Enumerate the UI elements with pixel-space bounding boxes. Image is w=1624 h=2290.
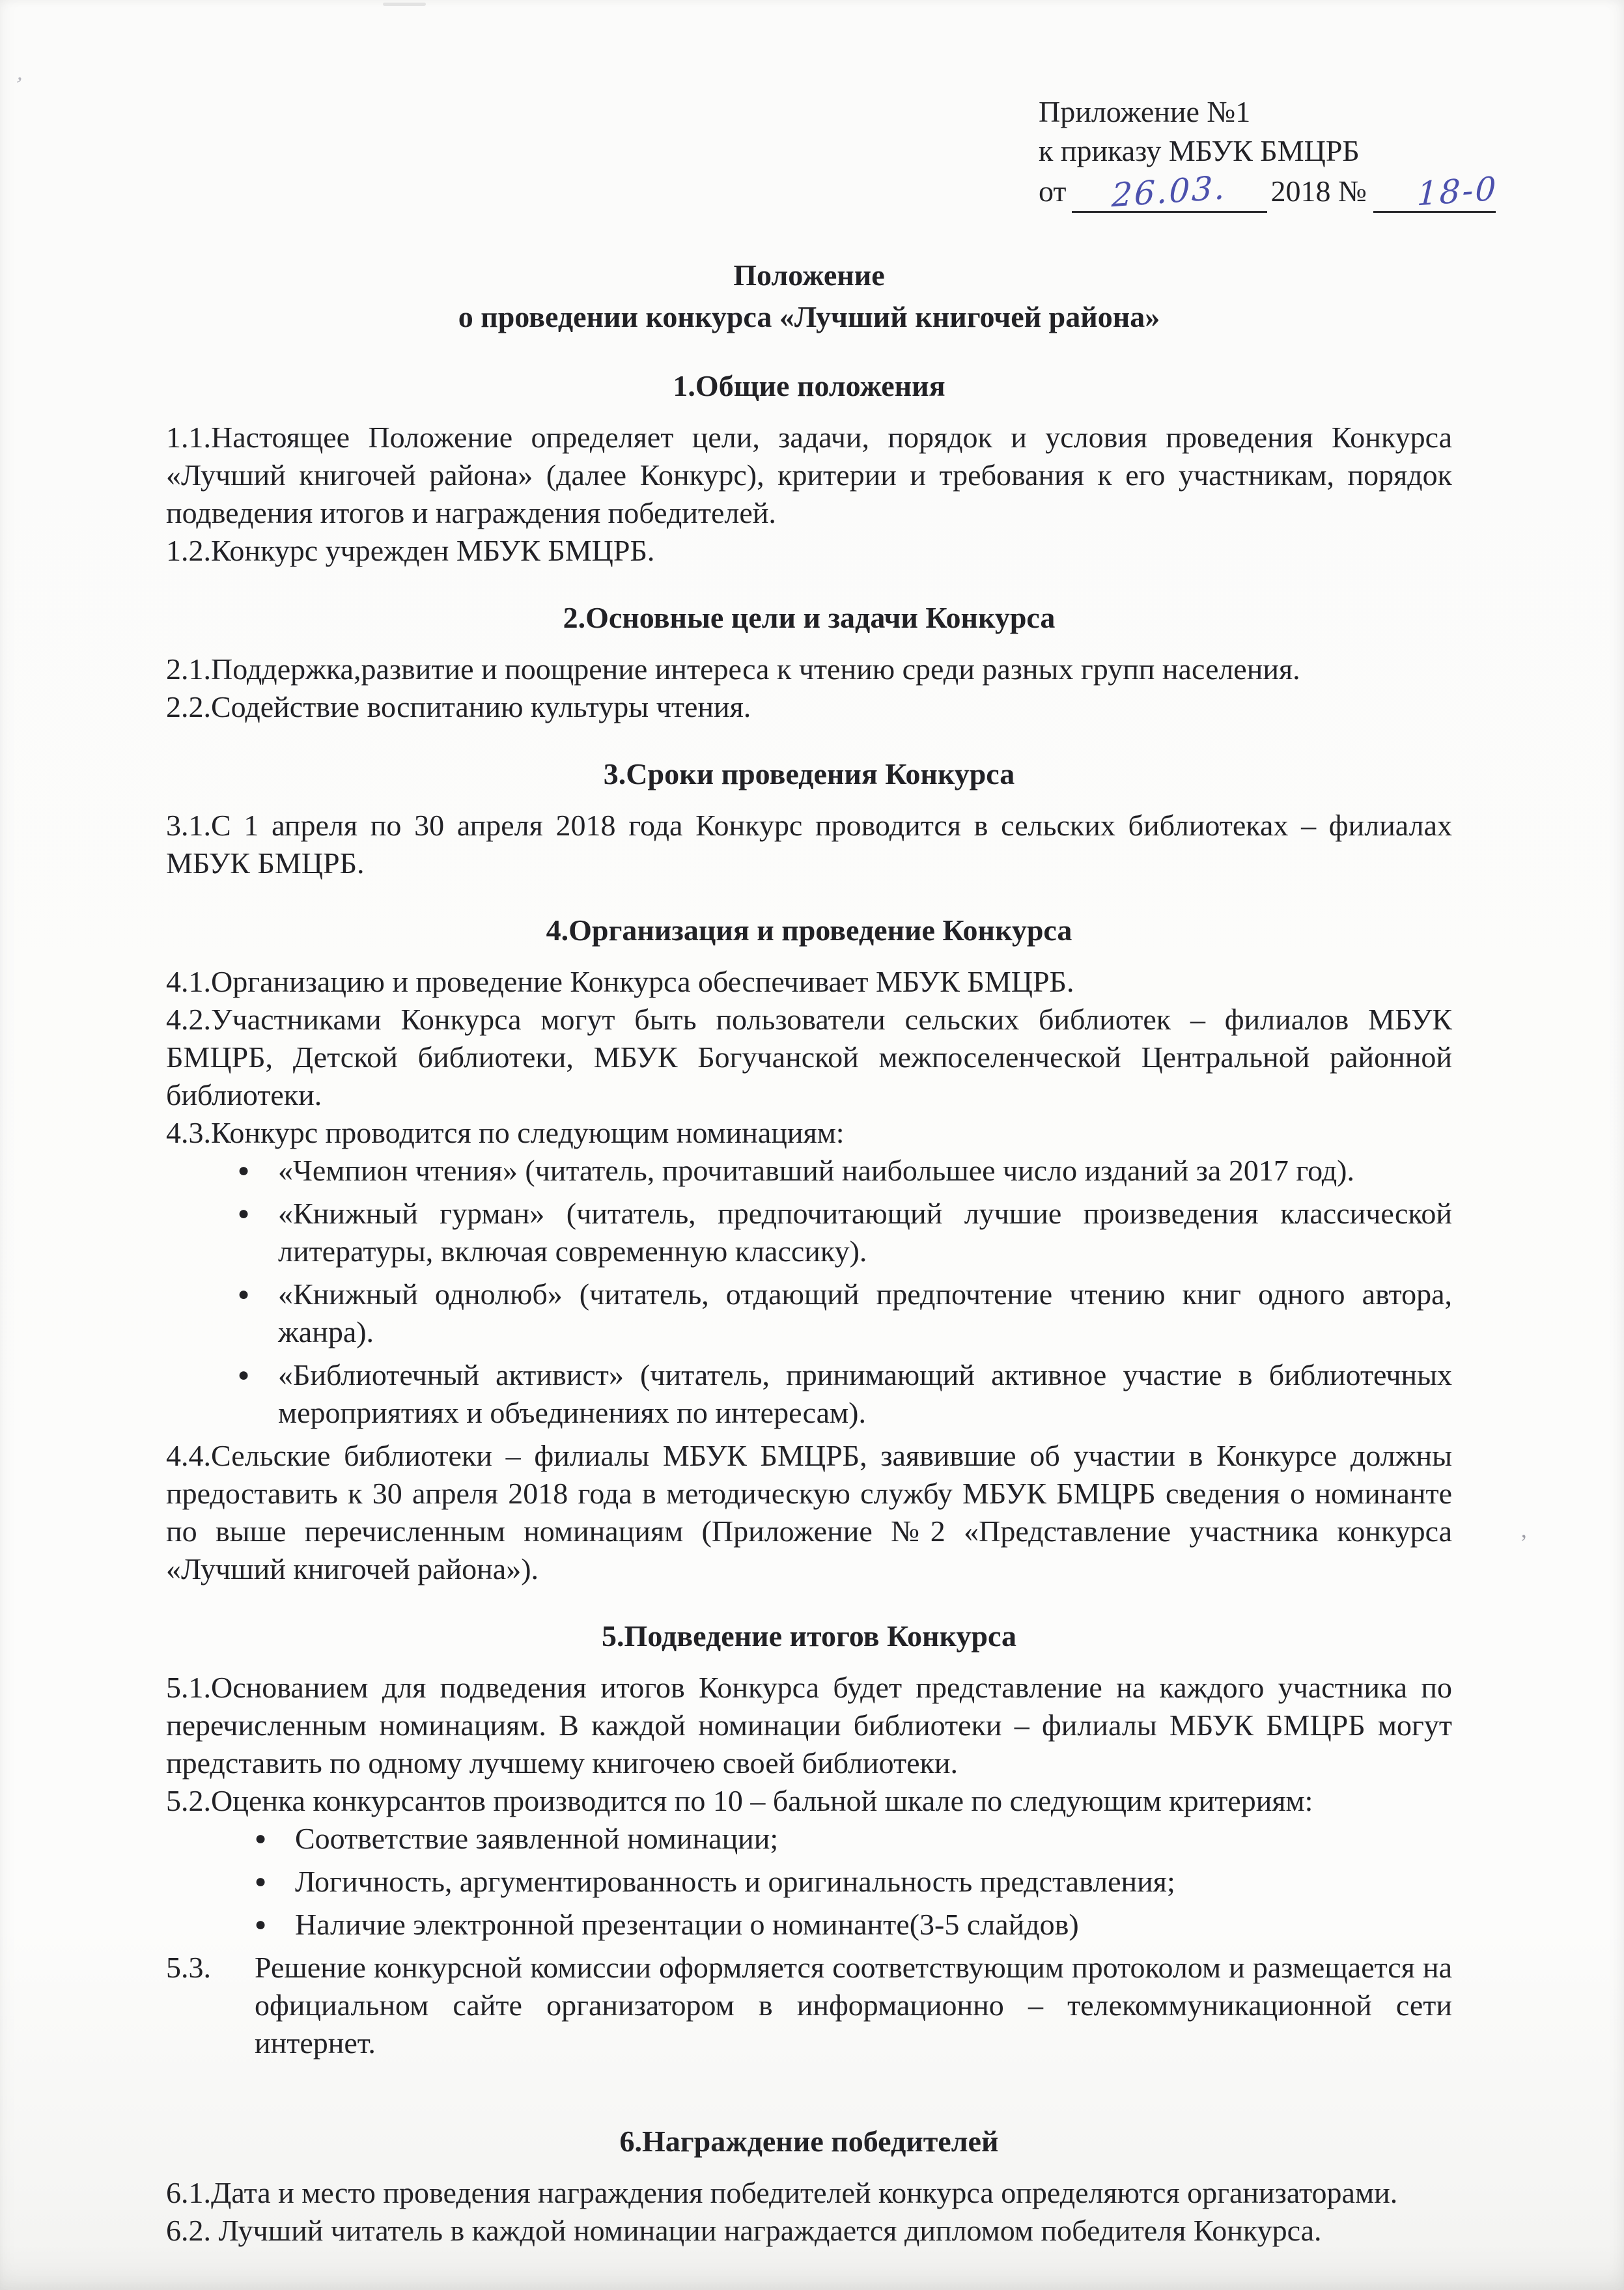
bullet-icon: ● [238, 1160, 250, 1181]
bullet-icon: ● [238, 1283, 250, 1305]
clause-1-1: 1.1.Настоящее Положение определяет цели, задачи, порядок и условия проведения Конкурса «Лучший книгочей района» (далее Конкурс), критерии и требования к его участникам, порядок подведения итогов и награждения победителей. [166, 421, 1452, 529]
section-1-heading: 1.Общие положения [673, 369, 945, 402]
clause-4-4: 4.4.Сельские библиотеки – филиалы МБУК БМЦРБ, заявившие об участии в Конкурсе должны предоставить к 30 апреля 2018 года в методическую службу МБУК БМЦРБ сведения о номинанте по выше перечисленным номинациям (Приложение №2 «Представление участника конкурса «Лучший книгочей района»). [166, 1439, 1452, 1585]
bullet-icon: ● [255, 1871, 267, 1892]
date-blank-line [1072, 168, 1267, 215]
clause-5-2: 5.2.Оценка конкурсантов производится по 10 – бальной шкале по следующим критериям: [166, 1784, 1313, 1817]
handwritten-date: 26.03. [1111, 168, 1227, 215]
section-6-heading: 6.Награждение победителей [619, 2125, 999, 2158]
appendix-number-line: Приложение №1 [1039, 95, 1251, 128]
clause-2-2: 2.2.Содействие воспитанию культуры чтения. [166, 690, 751, 723]
clause-5-3-text: Решение конкурсной комиссии оформляется соответствующим протоколом и размещается на официальном сайте организатором в информационно – телекоммуникационной сети интернет. [255, 1951, 1452, 2060]
clause-4-2: 4.2.Участниками Конкурса могут быть пользователи сельских библиотек – филиалов МБУК БМЦРБ, Детской библиотеки, МБУК Богучанской межпоселенческой Центральной районной библиотеки. [166, 1003, 1452, 1111]
bullet-icon: ● [238, 1203, 250, 1224]
list-item [238, 1195, 1452, 1270]
bullet-icon: ● [238, 1364, 250, 1386]
section-3-heading: 3.Сроки проведения Конкурса [603, 757, 1015, 790]
list-item [255, 1906, 1452, 1944]
clause-3-1: 3.1.С 1 апреля по 30 апреля 2018 года Конкурс проводится в сельских библиотеках – филиалах МБУК БМЦРБ. [166, 809, 1452, 880]
criterion-compliance: Соответствие заявленной номинации; [295, 1822, 779, 1855]
year-and-number-label: 2018 № [1270, 175, 1367, 208]
list-item [255, 1863, 1452, 1901]
clause-6-2: 6.2. Лучший читатель в каждой номинации награждается дипломом победителя Конкурса. [166, 2214, 1322, 2247]
order-reference-line: к приказу МБУК БМЦРБ [1039, 134, 1360, 167]
section-4-heading: 4.Организация и проведение Конкурса [546, 914, 1072, 947]
criterion-presentation: Наличие электронной презентации о номинанте(3-5 слайдов) [295, 1908, 1079, 1941]
clause-2-1: 2.1.Поддержка,развитие и поощрение интереса к чтению среди разных групп населения. [166, 652, 1300, 686]
list-item [238, 1276, 1452, 1351]
document-content [166, 0, 1498, 2250]
clause-5-3-number: 5.3. [166, 1951, 211, 1984]
date-prefix: от [1039, 175, 1067, 208]
list-item [255, 1820, 1452, 1858]
nominations-list [238, 1152, 1452, 1432]
nomination-activist: «Библиотечный активист» (читатель, принимающий активное участие в библиотечных мероприятиях и объединениях по интересам). [278, 1358, 1452, 1429]
number-blank-line [1373, 171, 1496, 213]
title-line-2: о проведении конкурса «Лучший книгочей района» [458, 300, 1160, 333]
clause-1-2: 1.2.Конкурс учрежден МБУК БМЦРБ. [166, 534, 655, 567]
nomination-monogamous: «Книжный однолюб» (читатель, отдающий предпочтение чтению книг одного автора, жанра). [278, 1278, 1452, 1348]
scan-artifact-tick: ’ [1520, 1529, 1528, 1556]
clause-4-3: 4.3.Конкурс проводится по следующим номинациям: [166, 1116, 845, 1149]
list-item [238, 1356, 1452, 1432]
section-5-heading: 5.Подведение итогов Конкурса [602, 1619, 1016, 1653]
bullet-icon: ● [255, 1828, 267, 1849]
appendix-header [1039, 0, 1498, 215]
document-title [166, 255, 1452, 338]
clause-5-3 [166, 1949, 1452, 2062]
nomination-gourmet: «Книжный гурман» (читатель, предпочитающий лучшие произведения классической литературы, включая современную классику). [278, 1197, 1452, 1268]
order-date-line [1039, 168, 1498, 215]
criterion-logic: Логичность, аргументированность и оригинальность представления; [295, 1865, 1175, 1898]
handwritten-order-number: 18-0 [1416, 169, 1498, 214]
clause-5-1: 5.1.Основанием для подведения итогов Конкурса будет представление на каждого участника по перечисленным номинациям. В каждой номинации библиотеки – филиалы МБУК БМЦРБ могут представить по одному лучшему книгочею своей библиотеки. [166, 1671, 1452, 1780]
clause-4-1: 4.1.Организацию и проведение Конкурса обеспечивает МБУК БМЦРБ. [166, 965, 1074, 998]
bullet-icon: ● [255, 1914, 267, 1935]
nomination-champion: «Чемпион чтения» (читатель, прочитавший наибольшее число изданий за 2017 год). [278, 1154, 1354, 1187]
section-2-heading: 2.Основные цели и задачи Конкурса [563, 601, 1056, 634]
scan-artifact-speck: ’ [11, 72, 25, 98]
criteria-list [255, 1820, 1452, 1944]
list-item [238, 1152, 1452, 1190]
title-line-1: Положение [733, 258, 885, 292]
clause-6-1: 6.1.Дата и место проведения награждения победителей конкурса определяются организаторами. [166, 2176, 1398, 2209]
